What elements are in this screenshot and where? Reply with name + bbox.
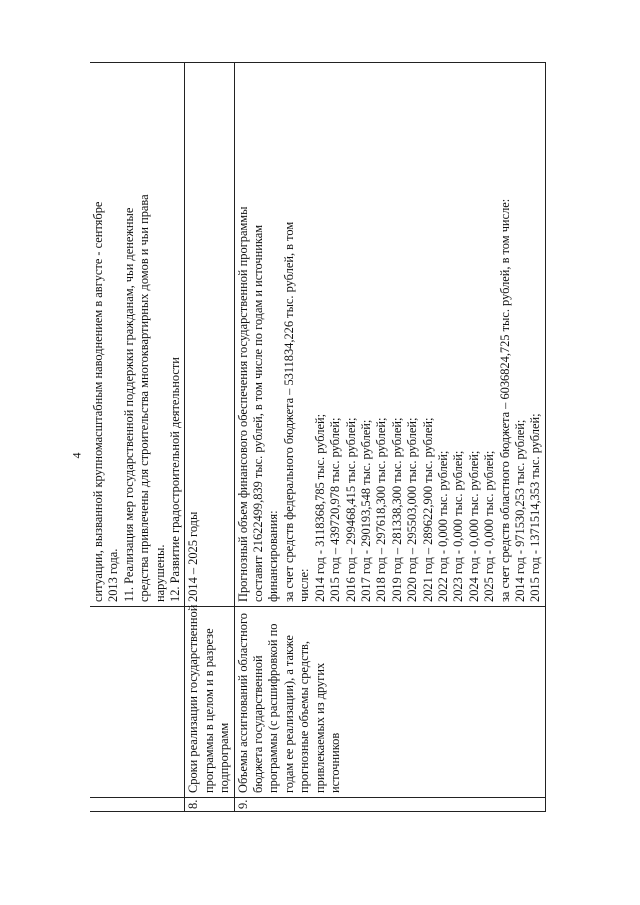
content-line: 2019 год – 281338,300 тыс. рублей; [389, 417, 404, 602]
content-line: 12. Развитие градостроительной деятельности [168, 357, 183, 602]
content-line: 2015 год - 1371514,353 тыс. рублей; [528, 413, 543, 602]
row-label-cell [90, 607, 185, 798]
content-line: 2014 год - 971530,253 тыс. рублей; [512, 419, 527, 602]
document-table-container [90, 62, 570, 812]
content-line: 2016 год – 299468,415 тыс. рублей; [343, 417, 358, 602]
content-line: за счет средств федерального бюджета – 5311834,226 тыс. рублей, в том [281, 221, 296, 602]
content-line: 2020 год – 295503,000 тыс. рублей; [405, 417, 420, 602]
label-line: прогнозные объемы средств, [297, 641, 312, 793]
label-line: программы в целом и в разрезе [201, 628, 216, 793]
row-content-cell [234, 63, 545, 607]
label-line: источников [328, 732, 343, 793]
label-line: годам ее реализации), а также [281, 635, 296, 793]
content-line: числе: [297, 568, 312, 602]
content-line: 2024 год - 0,000 тыс. рублей; [466, 450, 481, 602]
content-line: Прогнозный объем финансового обеспечения государственной программы [235, 206, 250, 602]
content-line: 2018 год – 297618,300 тыс. рублей; [374, 417, 389, 602]
label-line: программы (с расшифровкой по [266, 623, 281, 793]
content-line: 11. Реализация мер государственной поддержки гражданам, чьи денежные [121, 207, 136, 602]
content-line: ситуации, вызванной крупномасштабным наводнением в августе - сентябре [91, 201, 105, 602]
label-line: Объемы ассигнований областного [235, 613, 250, 793]
content-line: 2014 год - 3118368,785 тыс. рублей; [312, 413, 327, 602]
content-line: 2015 год – 439720,978 тыс. рублей; [328, 417, 343, 602]
table-row [234, 63, 545, 812]
page-number: 4 [69, 452, 84, 459]
content-line: 2025 год - 0,000 тыс. рублей; [482, 450, 497, 602]
row-content-cell [185, 63, 234, 607]
label-line: Сроки реализации государственной [186, 604, 201, 793]
content-line: 2022 год - 0,000 тыс. рублей; [435, 450, 450, 602]
table-row [185, 63, 234, 812]
row-label-cell [234, 607, 545, 798]
label-line: бюджета государственной [251, 655, 266, 793]
content-line: 2013 года. [106, 548, 121, 602]
content-line: за счет средств областного бюджета – 6036824,725 тыс. рублей, в том числе: [497, 198, 512, 602]
row-number-cell [90, 798, 185, 812]
content-line: нарушены. [152, 544, 167, 602]
label-line: привлекаемых из других [312, 662, 327, 793]
content-line: финансирования: [266, 510, 281, 602]
content-line: составит 21622499,839 тыс. рублей, в том числе по годам и источникам [251, 224, 266, 602]
content-line: средства привлечены для строительства многоквартирных домов и чьи права [137, 194, 152, 602]
content-line: 2021 год – 289622,900 тыс. рублей; [420, 417, 435, 602]
content-line: 2023 год - 0,000 тыс. рублей; [451, 450, 466, 602]
label-line: подпрограмм [217, 722, 232, 793]
table-row [90, 63, 185, 812]
row-content-cell [90, 63, 185, 607]
content-line: 2014 – 2025 годы [186, 511, 201, 602]
content-line: 2017 год - 290193,548 тыс. рублей; [358, 419, 373, 602]
program-passport-table [90, 62, 546, 812]
row-number-cell: 9. [234, 798, 545, 812]
row-label-cell [185, 604, 234, 798]
row-number-cell: 8. [185, 798, 234, 812]
